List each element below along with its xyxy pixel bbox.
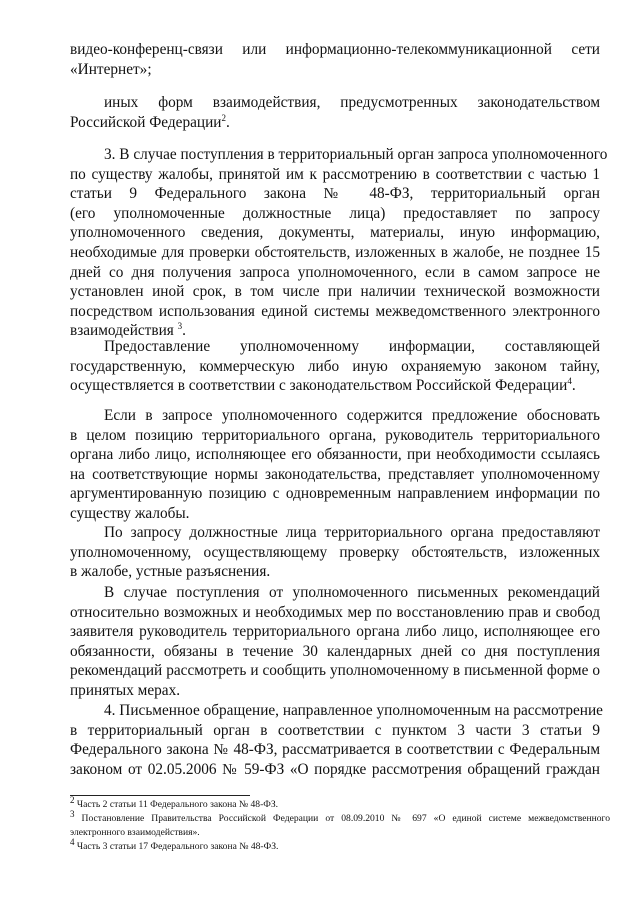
text-line: относительно возможных и необходимых мер по восстановлению прав и свобод bbox=[70, 603, 600, 621]
paragraph-secret-info bbox=[70, 337, 600, 396]
text-line: дней со дня получения запроса уполномоченного, если в самом запросе не bbox=[70, 263, 600, 281]
footnote-line bbox=[70, 836, 610, 854]
text-line: на соответствующие нормы законодательства, представляет уполномоченному bbox=[70, 465, 600, 483]
paragraph-4-written-appeal bbox=[70, 701, 603, 779]
footnote-mark: 2 bbox=[70, 794, 75, 805]
paragraph-justify-position bbox=[70, 406, 600, 524]
paragraph-other-forms bbox=[70, 93, 600, 132]
text-fragment: . bbox=[571, 377, 576, 395]
text-line: необходимые для проверки обстоятельств, изложенных в жалобе, не позднее 15 bbox=[70, 243, 600, 261]
footnote-line bbox=[70, 808, 611, 826]
paragraph-oral-explanations bbox=[70, 523, 600, 582]
text-line: Предоставление уполномоченному информации, составляющей bbox=[104, 338, 600, 355]
text-line: рекомендаций рассмотреть и сообщить уполномоченному в письменной форме о bbox=[70, 662, 600, 680]
paragraph-recommendations bbox=[70, 583, 600, 701]
text-line: По запросу должностные лица территориального органа предоставляют bbox=[104, 524, 600, 541]
footnote-line bbox=[70, 794, 610, 812]
text-line bbox=[70, 113, 600, 133]
text-fragment: Российской Федерации bbox=[70, 113, 222, 131]
footnote-ref: 4 bbox=[567, 376, 572, 387]
text-line: законом от 02.05.2006 № 59-ФЗ «О порядке рассмотрения обращений граждан bbox=[70, 760, 600, 778]
footnote-ref: 2 bbox=[221, 112, 226, 123]
text-line: Федерального закона № 48-ФЗ, рассматривается в соответствии с Федеральным bbox=[70, 741, 600, 759]
text-line: (его уполномоченные должностные лица) предоставляет по запросу bbox=[70, 204, 600, 222]
text-line: обязанности, обязаны в течение 30 календарных дней со дня поступления bbox=[70, 642, 600, 660]
text-line: заявителя руководитель территориального органа либо лицо, исполняющее его bbox=[70, 623, 600, 641]
footnote-line: электронного взаимодействия». bbox=[70, 826, 200, 838]
footnote-separator bbox=[70, 795, 250, 796]
text-fragment: . bbox=[182, 322, 186, 340]
paragraph-3-request bbox=[70, 145, 608, 341]
text-line: государственную, коммерческую либо иную охраняемую законом тайну, bbox=[70, 357, 600, 375]
text-fragment: осуществляется в соответствии с законодательством Российской Федерации bbox=[70, 377, 568, 395]
text-line: принятых мерах. bbox=[70, 681, 181, 699]
text-line: в целом позицию территориального органа, руководитель территориального bbox=[70, 426, 600, 444]
footnote-ref: 3 bbox=[177, 321, 183, 332]
text-line: в территориальный орган в соответствии с пунктом 3 части 3 статьи 9 bbox=[70, 721, 600, 739]
text-line: 3. В случае поступления в территориальный орган запроса уполномоченного bbox=[104, 146, 608, 163]
text-line: статьи 9 Федерального закона № 48-ФЗ, территориальный орган bbox=[70, 185, 600, 203]
text-fragment: взаимодействия bbox=[70, 322, 178, 340]
text-line: посредством использования единой системы межведомственного электронного bbox=[70, 302, 600, 320]
text-line: 4. Письменное обращение, направленное уполномоченным на рассмотрение bbox=[104, 702, 603, 719]
footnote-4 bbox=[70, 836, 610, 854]
footnote-mark: 3 bbox=[70, 808, 75, 819]
text-line: аргументированную позицию с одновременным направлением информации по bbox=[70, 485, 600, 503]
text-line: установлен иной срок, в том числе при наличии технической возможности bbox=[70, 283, 600, 301]
text-fragment: . bbox=[225, 113, 230, 131]
footnote-text: Часть 2 статьи 11 Федерального закона № 48-ФЗ. bbox=[76, 799, 279, 810]
text-line: видео-конференц-связи или информационно-телекоммуникационной сети bbox=[70, 41, 600, 58]
paragraph-video-conference bbox=[70, 40, 600, 79]
text-line: органа либо лицо, исполняющее его обязанности, при необходимости ссылаясь bbox=[70, 446, 600, 464]
footnote-text: Постановление Правительства Российской Федерации от 08.09.2010 № 697 «О единой системе межведомственного bbox=[81, 813, 611, 824]
footnote-2 bbox=[70, 794, 610, 812]
footnote-text: Часть 3 статьи 17 Федерального закона № 48-ФЗ. bbox=[76, 841, 279, 852]
text-line: иных форм взаимодействия, предусмотренных законодательством bbox=[104, 94, 600, 111]
text-line: уполномоченного сведения, документы, материалы, иную информацию, bbox=[70, 224, 600, 242]
text-line: существу жалобы. bbox=[70, 504, 190, 522]
footnote-mark: 4 bbox=[70, 836, 75, 847]
text-line: по существу жалобы, принятой им к рассмотрению в соответствии с частью 1 bbox=[70, 165, 600, 183]
text-line: «Интернет»; bbox=[70, 60, 152, 78]
footnote-3 bbox=[70, 808, 611, 839]
text-line: уполномоченному, осуществляющему проверку обстоятельств, изложенных bbox=[70, 543, 600, 561]
text-line: В случае поступления от уполномоченного письменных рекомендаций bbox=[104, 584, 600, 601]
text-line bbox=[70, 376, 600, 396]
text-line: Если в запросе уполномоченного содержится предложение обосновать bbox=[104, 407, 600, 424]
text-line: в жалобе, устные разъяснения. bbox=[70, 563, 271, 581]
